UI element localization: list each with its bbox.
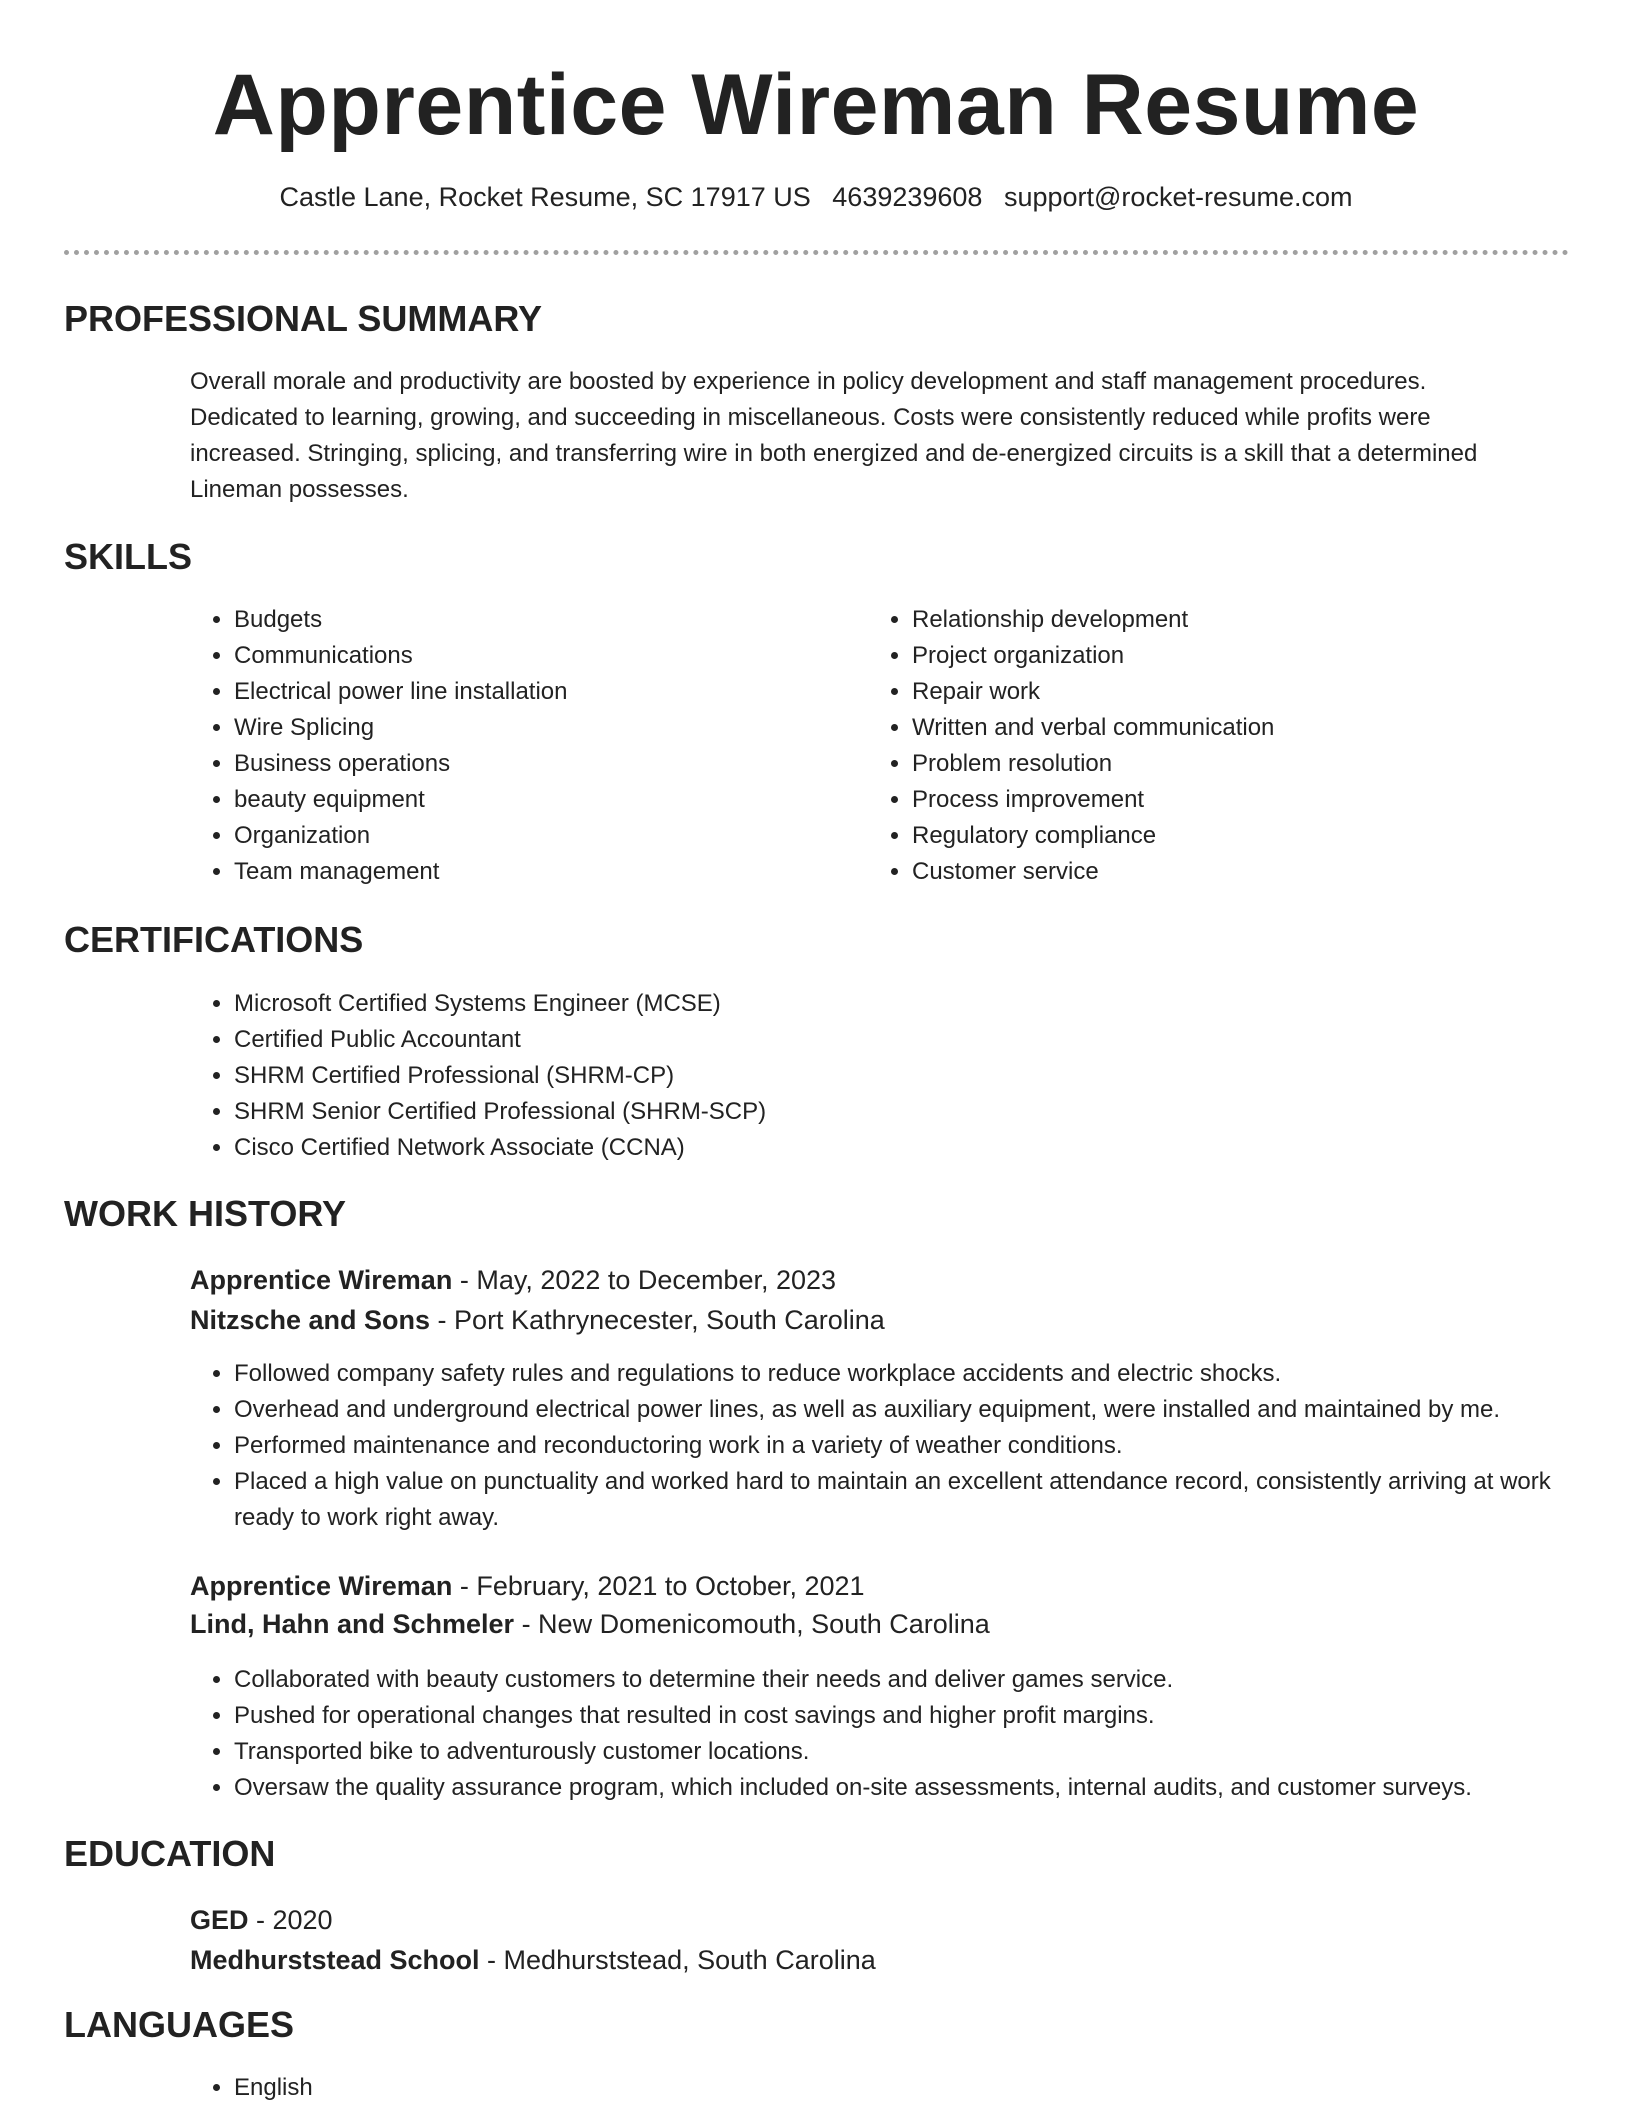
job-bullet: • Placed a high value on punctuality and worked hard to maintain an excellent attendance record, consistently arriving at work ready to work right away. <box>234 1464 1584 1536</box>
job-bullet: • Pushed for operational changes that resulted in cost savings and higher profit margins. <box>234 1698 1584 1734</box>
contact-address: Castle Lane, Rocket Resume, SC 17917 US <box>279 182 811 212</box>
skill-item: • Problem resolution <box>912 746 1552 782</box>
skills-list-right <box>868 602 1552 890</box>
skill-item: • Organization <box>234 818 834 854</box>
job-company: Nitzsche and Sons <box>190 1305 431 1335</box>
resume-title: Apprentice Wireman Resume <box>212 57 1420 153</box>
job-bullet: • Overhead and underground electrical power lines, as well as auxiliary equipment, were installed and maintained by me. <box>234 1392 1584 1428</box>
skill-item: • Project organization <box>912 638 1552 674</box>
skills-list-left <box>190 602 834 890</box>
skill-item: • Electrical power line installation <box>234 674 834 710</box>
job-location: - Port Kathrynecester, South Carolina <box>430 1305 885 1335</box>
job-company-line <box>190 1305 885 1336</box>
header-divider <box>64 250 1569 255</box>
certification-item: • Microsoft Certified Systems Engineer (MCSE) <box>234 986 1574 1022</box>
contact-email: support@rocket-resume.com <box>1003 182 1353 212</box>
skill-item: • Customer service <box>912 854 1552 890</box>
job-bullet: • Followed company safety rules and regulations to reduce workplace accidents and electric shocks. <box>234 1356 1584 1392</box>
section-title-education: EDUCATION <box>64 1833 276 1874</box>
summary-text: Overall morale and productivity are boosted by experience in policy development and staff management procedures. Dedicated to learning, growing, and succeeding in miscellaneous. Costs were consistently reduced while profits were increased. Stringing, splicing, and transferring wire in both energized and de-energized circuits is a skill that a determined Lineman possesses. <box>190 368 1478 503</box>
education-location: - Medhurststead, South Carolina <box>479 1945 876 1975</box>
job-bullet: • Oversaw the quality assurance program, which included on-site assessments, internal audits, and customer surveys. <box>234 1770 1584 1806</box>
certification-item: • SHRM Certified Professional (SHRM-CP) <box>234 1058 1574 1094</box>
section-title-work-history: WORK HISTORY <box>64 1193 347 1234</box>
skill-item: • beauty equipment <box>234 782 834 818</box>
job-bullet: • Transported bike to adventurously customer locations. <box>234 1734 1584 1770</box>
skill-item: • Budgets <box>234 602 834 638</box>
skill-item: • Regulatory compliance <box>912 818 1552 854</box>
job-dates: - February, 2021 to October, 2021 <box>452 1571 865 1601</box>
job-company-line <box>190 1609 990 1640</box>
job-title-line <box>190 1571 865 1602</box>
education-school-line <box>190 1945 876 1976</box>
education-school: Medhurststead School <box>190 1945 480 1975</box>
skill-item: • Business operations <box>234 746 834 782</box>
language-item: • English <box>234 2070 834 2106</box>
skill-item: • Wire Splicing <box>234 710 834 746</box>
job-bullet: • Performed maintenance and reconductoring work in a variety of weather conditions. <box>234 1428 1584 1464</box>
job-title-line <box>190 1265 836 1296</box>
certification-item: • SHRM Senior Certified Professional (SHRM-SCP) <box>234 1094 1574 1130</box>
skill-item: • Relationship development <box>912 602 1552 638</box>
contact-phone: 4639239608 <box>832 182 983 212</box>
contact-line <box>0 182 1632 213</box>
job-bullet: • Collaborated with beauty customers to determine their needs and deliver games service. <box>234 1662 1584 1698</box>
job-company: Lind, Hahn and Schmeler <box>190 1609 515 1639</box>
job-role: Apprentice Wireman <box>190 1265 453 1295</box>
education-degree: GED <box>190 1905 249 1935</box>
skill-item: • Process improvement <box>912 782 1552 818</box>
job-bullets <box>190 1356 1584 1536</box>
section-title-languages: LANGUAGES <box>64 2004 295 2045</box>
skill-item: • Communications <box>234 638 834 674</box>
certifications-list <box>190 986 1574 1166</box>
languages-list <box>190 2070 834 2106</box>
section-title-skills: SKILLS <box>64 536 193 577</box>
skill-item: • Repair work <box>912 674 1552 710</box>
section-title-certifications: CERTIFICATIONS <box>64 919 364 960</box>
certification-item: • Cisco Certified Network Associate (CCNA) <box>234 1130 1574 1166</box>
education-degree-line <box>190 1905 333 1936</box>
job-bullets <box>190 1662 1584 1806</box>
section-title-summary: PROFESSIONAL SUMMARY <box>64 298 543 339</box>
skill-item: • Written and verbal communication <box>912 710 1552 746</box>
job-role: Apprentice Wireman <box>190 1571 453 1601</box>
education-year: - 2020 <box>248 1905 333 1935</box>
certification-item: • Certified Public Accountant <box>234 1022 1574 1058</box>
job-location: - New Domenicomouth, South Carolina <box>514 1609 990 1639</box>
skill-item: • Team management <box>234 854 834 890</box>
job-dates: - May, 2022 to December, 2023 <box>452 1265 837 1295</box>
